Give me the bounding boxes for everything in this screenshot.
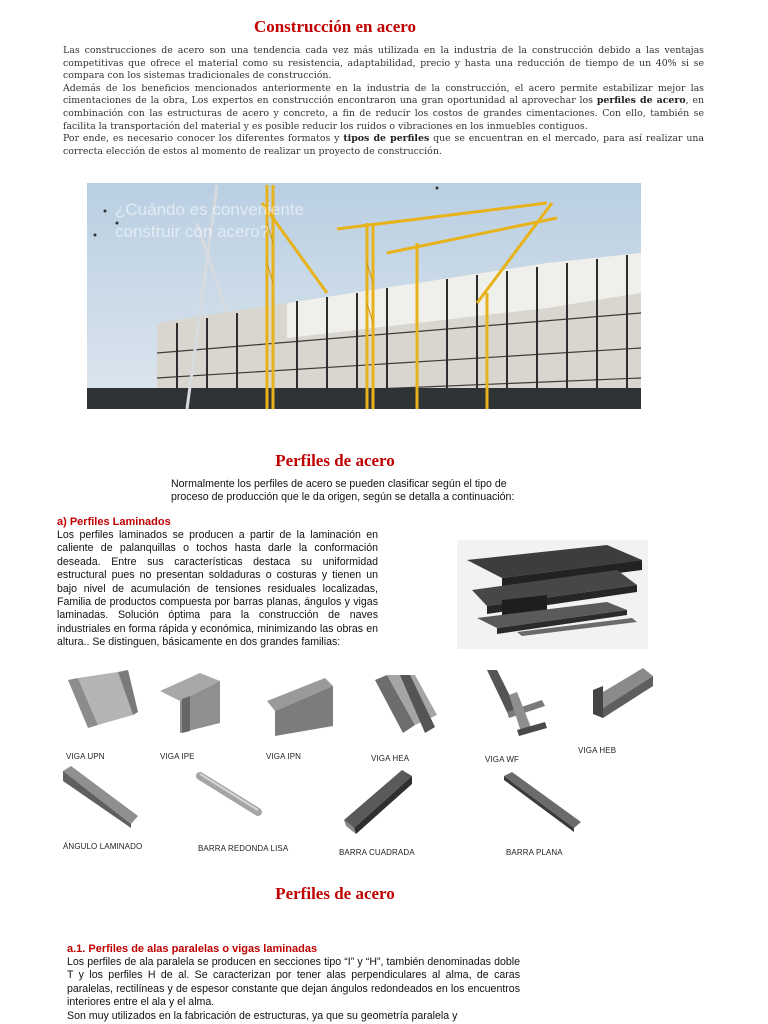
perfiles-intro: Normalmente los perfiles de acero se pueden clasificar según el tipo de proceso de producción que le da origen, según se detalla a continuación: bbox=[171, 478, 515, 504]
round-bar-icon bbox=[196, 772, 266, 818]
flat-bar-icon bbox=[504, 772, 581, 832]
label-viga-wf: VIGA WF bbox=[485, 755, 520, 764]
product-angulo-laminado bbox=[63, 766, 138, 828]
wf-beam-icon bbox=[487, 670, 547, 740]
label-viga-ipe: VIGA IPE bbox=[160, 752, 195, 761]
label-barra-plana: BARRA PLANA bbox=[506, 848, 563, 857]
alas-paralelas-body bbox=[67, 956, 520, 1023]
alas-paralelas-body-1: Los perfiles de ala paralela se producen en secciones tipo “I” y “H”, también denominadas doble T y los perfiles H de al. Se caracterizan por tener alas perpendiculares al alma, de caras paralelas, rectilíneas y de espesor constante que dejan ángulos redondeados en los encuentros interiores entre el ala y el alma. bbox=[67, 956, 520, 1009]
label-angulo-laminado: ÁNGULO LAMINADO bbox=[63, 842, 143, 851]
perfiles-laminados-body: Los perfiles laminados se producen a partir de la laminación en caliente de palanquillas o tochos hasta darle la conformación deseada. Entre sus características destaca su uniformidad estructural pues no presentan soldaduras o costuras y tienen un bajo nivel de acumulación de tensiones residuales localizadas, Familia de productos compuesta por barras planas, ángulos y vigas laminadas. Solución óptima para la construcción de naves industriales en forma rápida y económica, minimizando las obras en altura.. Se distinguen, básicamente en dos grandes familias: bbox=[57, 529, 378, 649]
angle-icon bbox=[63, 766, 138, 828]
product-viga-wf bbox=[487, 670, 547, 740]
ipn-beam-icon bbox=[265, 676, 335, 736]
section-title-perfiles: Perfiles de acero bbox=[275, 451, 395, 470]
product-viga-ipe bbox=[160, 673, 222, 735]
subhead-alas-paralelas: a.1. Perfiles de alas paralelas o vigas laminadas bbox=[67, 943, 318, 955]
bold-perfiles-de-acero: perfiles de acero bbox=[596, 95, 686, 107]
section-title-perfiles-2: Perfiles de acero bbox=[275, 884, 395, 903]
heb-beam-icon bbox=[593, 668, 653, 720]
hea-beam-icon bbox=[375, 675, 440, 737]
bold-tipos-de-perfiles: tipos de perfiles bbox=[343, 133, 430, 145]
intro-paragraph-1: Las construcciones de acero son una tendencia cada vez más utilizada en la industria de la construcción debido a las ventajas competitivas que ofrece el material como su resistencia, adaptabilidad, precio y hasta una reducción de tiempo de un 40% si se compara con los sistemas tradicionales de construcción. bbox=[63, 45, 704, 82]
construction-photo bbox=[87, 183, 641, 409]
product-viga-heb bbox=[593, 668, 653, 720]
product-viga-hea bbox=[375, 675, 440, 737]
photo-overlay-text: ¿Cuándo es conveniente construir con acero? bbox=[115, 200, 305, 241]
label-viga-heb: VIGA HEB bbox=[578, 746, 617, 755]
label-viga-hea: VIGA HEA bbox=[371, 754, 410, 763]
label-barra-cuadrada: BARRA CUADRADA bbox=[339, 848, 415, 857]
intro-paragraph-2: Además de los beneficios mencionados anteriormente en la industria de la construcción, el acero permite estabilizar mejor las cimentaciones de la obra, Los expertos en construcción encontraron una gran oportunidad al aprovechar los perfiles de acero, en combinación con las estructuras de acero y concreto, a fin de reducir los costos de grandes cimentaciones. Con ello, también se facilita la transportación del material y es posible reducir los ruidos o vibraciones en los inmuebles contiguos. bbox=[63, 82, 705, 132]
upn-channel-icon bbox=[63, 670, 138, 734]
product-barra-cuadrada bbox=[344, 770, 414, 834]
product-viga-ipn bbox=[265, 676, 335, 736]
subhead-perfiles-laminados: a) Perfiles Laminados bbox=[57, 516, 171, 528]
product-barra-redonda-lisa bbox=[196, 772, 266, 818]
steel-beams-photo bbox=[457, 540, 648, 649]
alas-paralelas-body-2: Son muy utilizados en la fabricación de estructuras, ya que su geometría paralela y bbox=[67, 1009, 458, 1022]
intro-paragraph bbox=[63, 45, 704, 158]
product-barra-plana bbox=[504, 772, 581, 832]
page-title: Construcción en acero bbox=[253, 17, 417, 36]
label-viga-upn: VIGA UPN bbox=[66, 752, 105, 761]
ipe-beam-icon bbox=[160, 673, 222, 735]
square-bar-icon bbox=[344, 770, 414, 834]
intro-paragraph-3: Por ende, es necesario conocer los diferentes formatos y tipos de perfiles que se encuentran en el mercado, para así realizar una correcta elección de estos al momento de realizar un proyecto de construcción. bbox=[63, 133, 705, 157]
label-viga-ipn: VIGA IPN bbox=[266, 752, 302, 761]
label-barra-redonda-lisa: BARRA REDONDA LISA bbox=[198, 844, 289, 853]
product-viga-upn bbox=[63, 670, 138, 734]
